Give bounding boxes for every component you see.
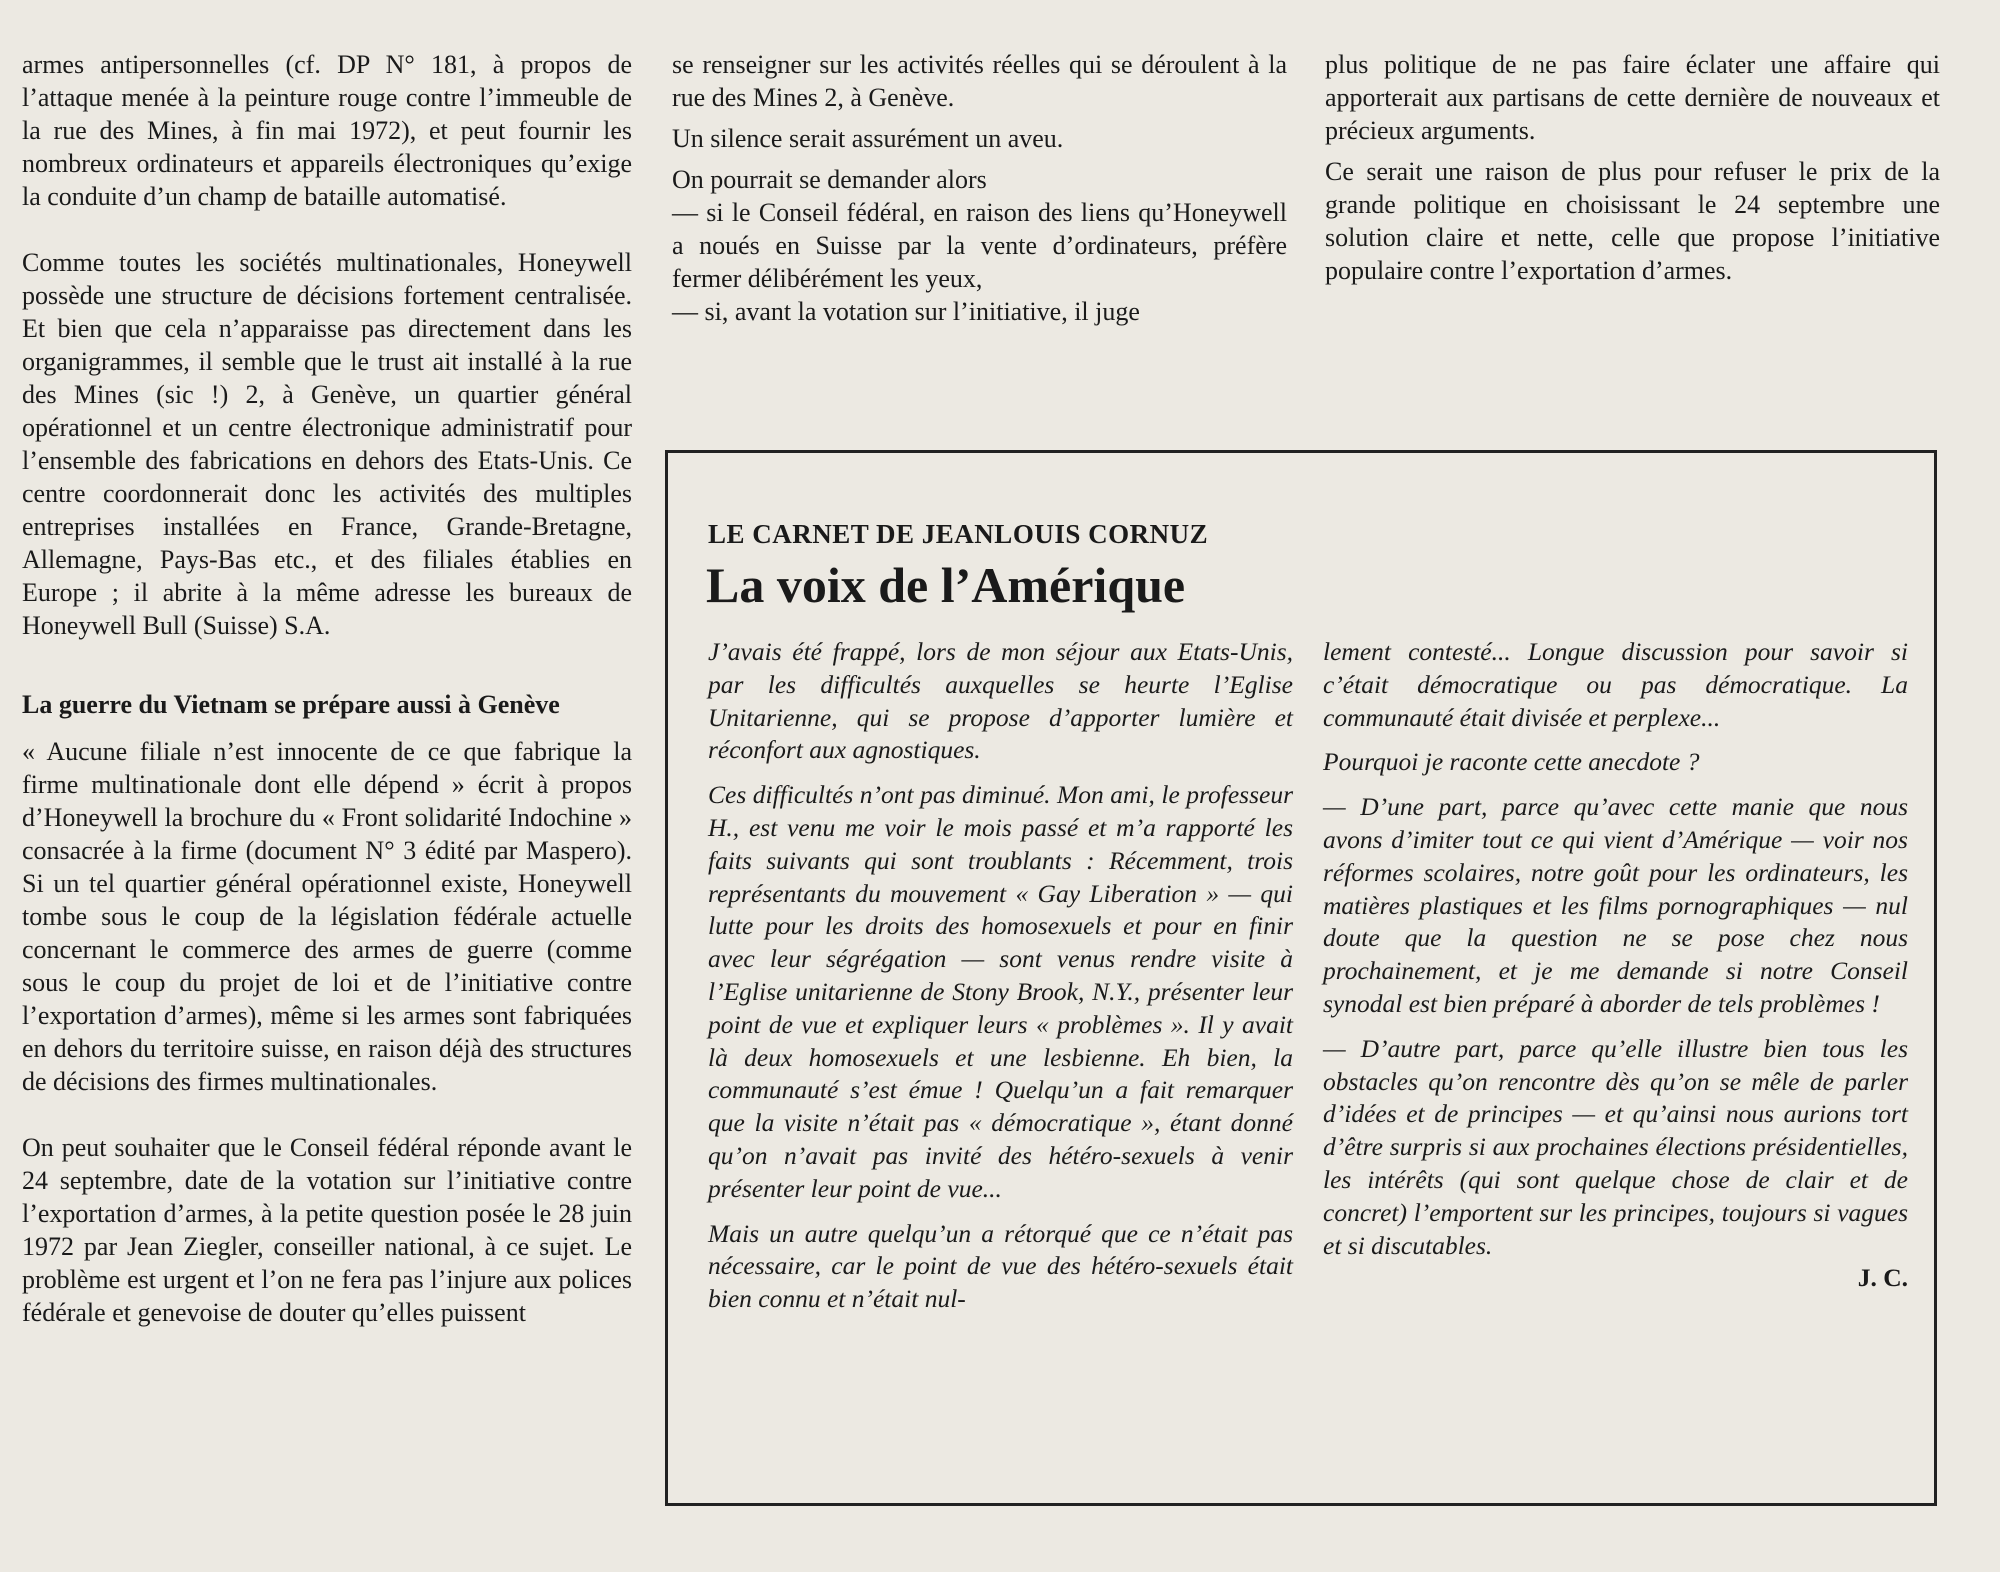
paragraph: lement contesté... Longue discussion pour savoir si c’était démocratique ou pas démocratique. La communauté était divisée et perplexe... <box>1323 637 1908 732</box>
paragraph: se renseigner sur les activités réelles qui se déroulent à la rue des Mines 2, à Genève. <box>672 50 1287 112</box>
paragraph: On peut souhaiter que le Conseil fédéral réponde avant le 24 septembre, date de la votation sur l’initiative contre l’exportation d’armes, à la petite question posée le 28 juin 1972 par Jean Ziegler, conseiller national, à ce sujet. Le problème est urgent et l’on ne fera pas l’injure aux polices fédérale et genevoise de douter qu’elles puissent <box>22 1133 632 1327</box>
paragraph: — D’autre part, parce qu’elle illustre bien tous les obstacles qu’on rencontre dès qu’on se mêle de parler d’idées et de principes — et qu’ainsi nous aurions tort d’être surpris si aux prochaines élections présidentielles, les intérêts (qui sont quelque chose de clair et de concret) l’emportent sur les principes, toujours si vagues et si discutables. <box>1323 1033 1908 1260</box>
box-column-left <box>708 636 1293 1316</box>
paragraph: Ce serait une raison de plus pour refuser le prix de la grande politique en choisissant le 24 septembre une solution claire et nette, celle que propose l’initiative populaire contre l’exportation d’armes. <box>1325 157 1940 285</box>
article-column-3 <box>1325 48 1940 287</box>
paragraph: Pourquoi je raconte cette anecdote ? <box>1323 747 1700 777</box>
paragraph: « Aucune filiale n’est innocente de ce que fabrique la firme multinationale dont elle dépend » écrit à propos d’Honeywell la brochure du « Front solidarité Indochine » consacrée à la firme (document N° 3 édité par Maspero). Si un tel quartier général opérationnel existe, Honeywell tombe sous le coup de la législation fédérale actuelle concernant le commerce des armes de guerre (comme sous le coup du projet de loi et de l’initiative contre l’exportation d’armes), même si les armes sont fabriquées en dehors du territoire suisse, en raison déjà des structures de décisions des firmes multinationales. <box>22 737 632 1096</box>
paragraph: Ces difficultés n’ont pas diminué. Mon ami, le professeur H., est venu me voir le mois passé et m’a rapporté les faits suivants qui sont troublants : Récemment, trois représentants du mouvement « Gay Liberation » — qui lutte pour les droits des homosexuels et pour en finir avec leur ségrégation — sont venus rendre visite à l’Eglise unitarienne de Stony Brook, N.Y., présenter leur point de vue et expliquer leurs « problèmes ». Il y avait là deux homosexuels et une lesbienne. Eh bien, la communauté s’est émue ! Quelqu’un a fait remarquer que la visite n’était pas « démocratique », étant donné qu’on n’avait pas invité des hétéro-sexuels à venir présenter leur point de vue... <box>708 780 1293 1203</box>
paragraph: plus politique de ne pas faire éclater une affaire qui apporterait aux partisans de cette dernière de nouveaux et précieux arguments. <box>1325 50 1940 145</box>
paragraph: On pourrait se demander alors <box>672 165 987 194</box>
box-column-right <box>1323 636 1908 1295</box>
paragraph: — D’une part, parce qu’avec cette manie que nous avons d’imiter tout ce qui vient d’Amérique — voir nos réformes scolaires, notre goût pour les ordinateurs, les matières plastiques et les films pornographiques — nul doute que la question ne se pose chez nous prochainement, et je me demande si notre Conseil synodal est bien préparé à aborder de tels problèmes ! <box>1323 792 1908 1018</box>
box-kicker: LE CARNET DE JEANLOUIS CORNUZ <box>708 519 1209 549</box>
carnet-box <box>665 450 1937 1506</box>
paragraph: armes antipersonnelles (cf. DP N° 181, à propos de l’attaque menée à la peinture rouge contre l’immeuble de la rue des Mines, à fin mai 1972), et peut fournir les nombreux ordinateurs et appareils électroniques qu’exige la conduite d’un champ de bataille automatisé. <box>22 50 632 211</box>
paragraph: Un silence serait assurément un aveu. <box>672 124 1064 153</box>
subheading: La guerre du Vietnam se prépare aussi à Genève <box>22 690 560 719</box>
signature: J. C. <box>1857 1263 1908 1293</box>
box-headline: La voix de l’Amérique <box>706 557 1186 613</box>
paragraph: J’avais été frappé, lors de mon séjour aux Etats-Unis, par les difficultés auxquelles se heurte l’Eglise Unitarienne, qui se propose d’apporter lumière et réconfort aux agnostiques. <box>708 637 1293 765</box>
article-column-2 <box>672 48 1287 328</box>
paragraph: — si le Conseil fédéral, en raison des liens qu’Honeywell a noués en Suisse par la vente d’ordinateurs, préfère fermer délibérément les yeux, <box>672 198 1287 293</box>
paragraph: — si, avant la votation sur l’initiative, il juge <box>672 297 1140 326</box>
paragraph: Comme toutes les sociétés multinationales, Honeywell possède une structure de décisions fortement centralisée. Et bien que cela n’apparaisse pas directement dans les organigrammes, il semble que le trust ait installé à la rue des Mines (sic !) 2, à Genève, un quartier général opérationnel et un centre électronique administratif pour l’ensemble des fabrications en dehors des Etats-Unis. Ce centre coordonnerait donc les activités des multiples entreprises installées en France, Grande-Bretagne, Allemagne, Pays-Bas etc., et des filiales établies en Europe ; il abrite à la même adresse les bureaux de Honeywell Bull (Suisse) S.A. <box>22 248 632 640</box>
article-column-1 <box>22 48 632 1329</box>
paragraph: Mais un autre quelqu’un a rétorqué que ce n’était pas nécessaire, car le point de vue des hétéro-sexuels était bien connu et n’était nul- <box>708 1218 1293 1314</box>
